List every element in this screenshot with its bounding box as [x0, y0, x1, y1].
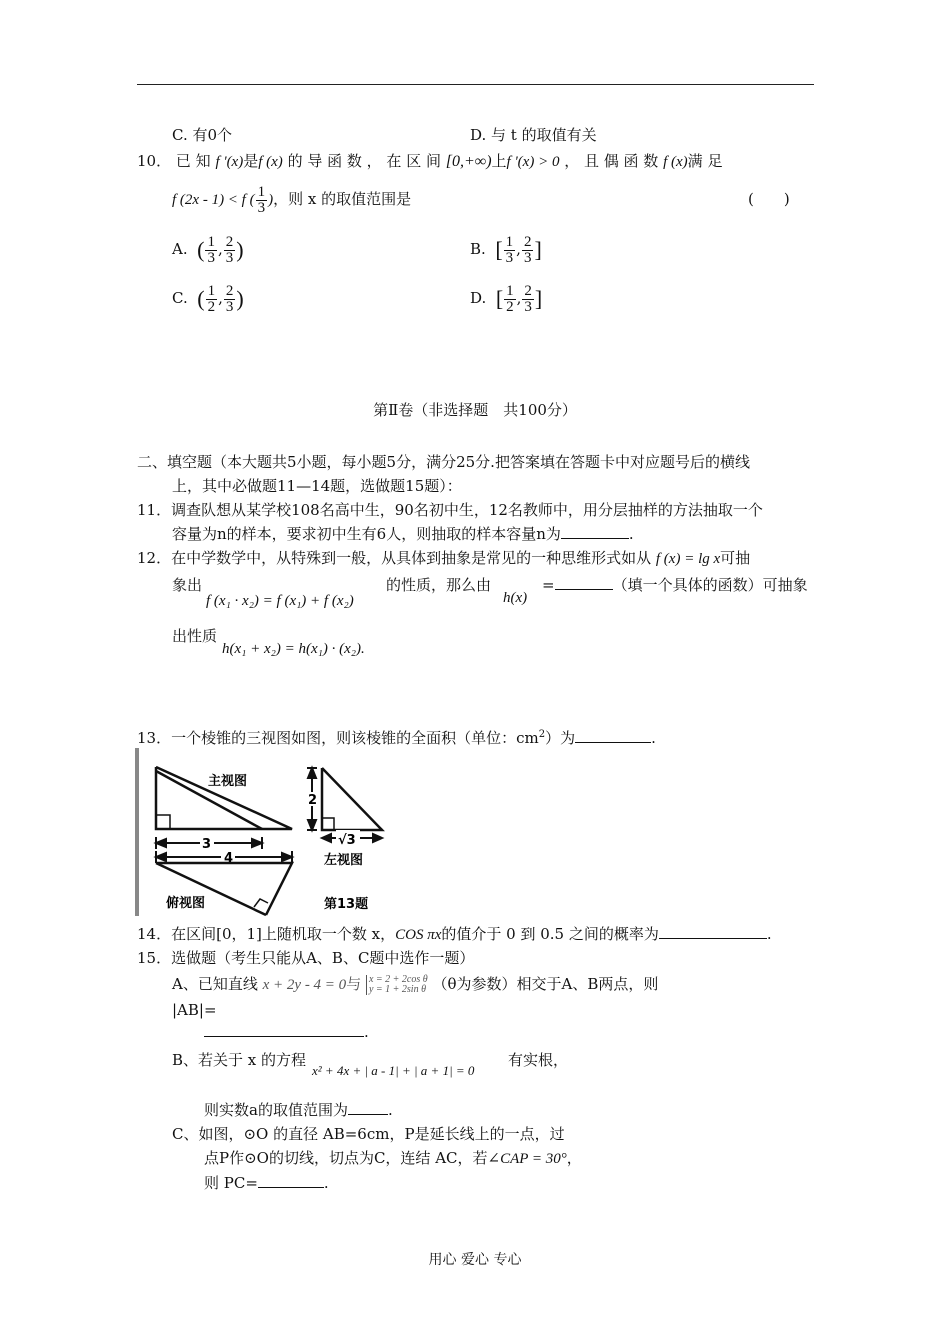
q15-b-real-roots: 有实根， — [508, 1051, 569, 1069]
q10-text: 满 足 — [687, 152, 723, 170]
q9-option-d: D. 与 t 的取值有关 — [470, 126, 597, 144]
q10-interval: [0,+∞) — [445, 153, 492, 170]
q12-line3a: 出性质 — [172, 627, 218, 645]
figure-caption: 第13题 — [324, 897, 369, 912]
q12-line2a: 象出 — [172, 576, 203, 594]
dim-3-label: 3 — [202, 837, 212, 852]
part2-title: 第Ⅱ卷（非选择题 共100分） — [373, 401, 577, 419]
q15-a-answer-blank[interactable] — [204, 1022, 364, 1037]
q10-text: 的 导 函 数 ， 在 区 间 — [287, 152, 441, 170]
q15-c-angle: ∠CAP = 30° — [487, 1151, 567, 1167]
dim-4-label: 4 — [224, 851, 234, 866]
q12-lg-function: f (x) = lg x — [655, 551, 721, 567]
q10-line2 — [172, 182, 411, 217]
q10-text: 是 — [243, 152, 259, 170]
q10-line1 — [137, 151, 722, 172]
q10-option-b: B. [ $\frac{1}{3}$ , $\frac{2}{3}$ ] — [470, 233, 542, 266]
q12-hx: h(x) — [503, 590, 528, 606]
q10-option-d: D. [ $\frac{1}{2}$ , $\frac{2}{3}$ ] — [470, 282, 543, 315]
q10-answer-paren: ( ) — [748, 190, 790, 208]
page-footer: 用心 爱心 专心 — [428, 1252, 522, 1268]
q14-number: 14． — [137, 925, 172, 943]
q15-c-line3: 则 PC= . — [204, 1174, 329, 1192]
q10-tail: ，则 x 的取值范围是 — [273, 190, 412, 208]
q13-answer-blank[interactable] — [575, 728, 651, 743]
q15-b-line2: 则实数a的取值范围为 . — [204, 1101, 393, 1119]
header-rule — [137, 84, 814, 85]
q15-a-answer: . — [204, 1022, 369, 1042]
q10-option-c: C. ( $\frac{1}{2}$ , $\frac{2}{3}$ ) — [172, 282, 244, 315]
section2-line1: 二、填空题（本大题共5小题，每小题5分，满分25分.把答案填在答题卡中对应题号后的横线 — [137, 453, 750, 471]
dim-2-label: 2 — [308, 793, 318, 808]
q11-text: 调查队想从某学校108名高中生，90名初中生，12名教师中，用分层抽样的方法抽取一个 — [171, 501, 763, 519]
q15-a-line-equation: x + 2y - 4 = 0 — [262, 977, 347, 993]
q15-c-answer-blank[interactable] — [258, 1173, 324, 1188]
q10-inequality-left: f (2x - 1) < f ( — [172, 192, 255, 208]
q11-line1 — [137, 500, 763, 520]
q15-a-line2: |AB|= — [172, 1001, 217, 1019]
q9-option-c: C. 有0个 — [172, 126, 233, 144]
q13-line: 13．一个棱锥的三视图如图，则该棱锥的全面积（单位：$cm^2$）为 . — [137, 729, 656, 747]
front-view-label: 主视图 — [208, 774, 248, 789]
side-view-label: 左视图 — [324, 853, 364, 868]
q15-number: 15． — [137, 949, 172, 967]
q13-number: 13． — [137, 729, 172, 747]
q10-fraction: $\frac{1}{3}$ — [257, 183, 266, 216]
section2-line2: 上，其中必做题11—14题，选做题15题）： — [172, 477, 462, 495]
q15-a-curve: x = 2 + 2cos θ y = 1 + 2sin θ — [366, 975, 428, 995]
q10-text: 上 — [491, 152, 507, 170]
q14-line: 14．在区间[0，1]上随机取一个数 x，COS πx的值介于 0 到 0.5 之间的概率为 . — [137, 925, 772, 943]
q12-eq: = （填一个具体的函数）可抽象 — [542, 576, 808, 594]
dim-sqrt3-label: √3 — [338, 833, 356, 848]
q10-fx: f (x) — [258, 154, 283, 170]
q10-number: 10． — [137, 152, 172, 170]
q12-line2b: 的性质，那么由 — [386, 576, 492, 594]
top-view-label: 俯视图 — [166, 896, 206, 911]
q12-number: 12． — [137, 549, 172, 567]
q10-fprime: f '(x) — [215, 154, 244, 170]
q13-side-view-figure — [298, 760, 398, 920]
q12-line1: 12．在中学数学中，从特殊到一般，从具体到抽象是常见的一种思维形式如从 f (x) = lg x可抽 — [137, 549, 751, 567]
q10-option-a: A. ( $\frac{1}{3}$ , $\frac{2}{3}$ ) — [172, 233, 244, 266]
q10-inequality-right: ) — [268, 192, 274, 208]
q10-text: ， 且 偶 函 数 — [564, 152, 659, 170]
q11-text: 容量为n的样本，要求初中生有6人，则抽取的样本容量n为 — [172, 525, 561, 543]
q15-a-line1: A、已知直线 x + 2y - 4 = 0与 x = 2 + 2cos θ y = 1 + 2sin θ （θ为参数）相交于A、B两点，则 — [172, 974, 659, 995]
q12-answer-blank[interactable] — [555, 575, 613, 590]
q15-title-line: 15．选做题（考生只能从A、B、C题中选作一题） — [137, 949, 475, 967]
q10-condition: f '(x) > 0 — [506, 154, 560, 170]
q11-number: 11． — [137, 501, 172, 519]
q15-c-line1: C、如图，⊙O 的直径 AB=6cm，P是延长线上的一点，过 — [172, 1125, 565, 1143]
q10-text: 已 知 — [175, 152, 211, 170]
q11-answer-blank[interactable] — [561, 524, 629, 539]
q12-property1: f (x₁ · x₂) = f (x₁) + f (x₂) — [206, 593, 354, 609]
q15-b-line1: B、若关于 x 的方程 — [172, 1051, 307, 1069]
q11-line2: 容量为n的样本，要求初中生有6人，则抽取的样本容量n为 . — [172, 525, 634, 543]
q14-cos: COS πx — [395, 927, 442, 943]
q12-text: 在中学数学中，从特殊到一般，从具体到抽象是常见的一种思维形式如从 — [171, 549, 652, 567]
q15-c-line2: 点P作⊙O的切线，切点为C，连结 AC，若∠CAP = 30°， — [204, 1149, 582, 1167]
q15-b-answer-blank[interactable] — [348, 1100, 388, 1115]
q10-fx2: f (x) — [663, 154, 688, 170]
q14-answer-blank[interactable] — [659, 924, 767, 939]
q12-property2: h(x₁ + x₂) = h(x₁) · (x₂). — [222, 641, 365, 657]
q15-b-equation: x² + 4x + | a - 1| + | a + 1| = 0 — [312, 1063, 475, 1078]
